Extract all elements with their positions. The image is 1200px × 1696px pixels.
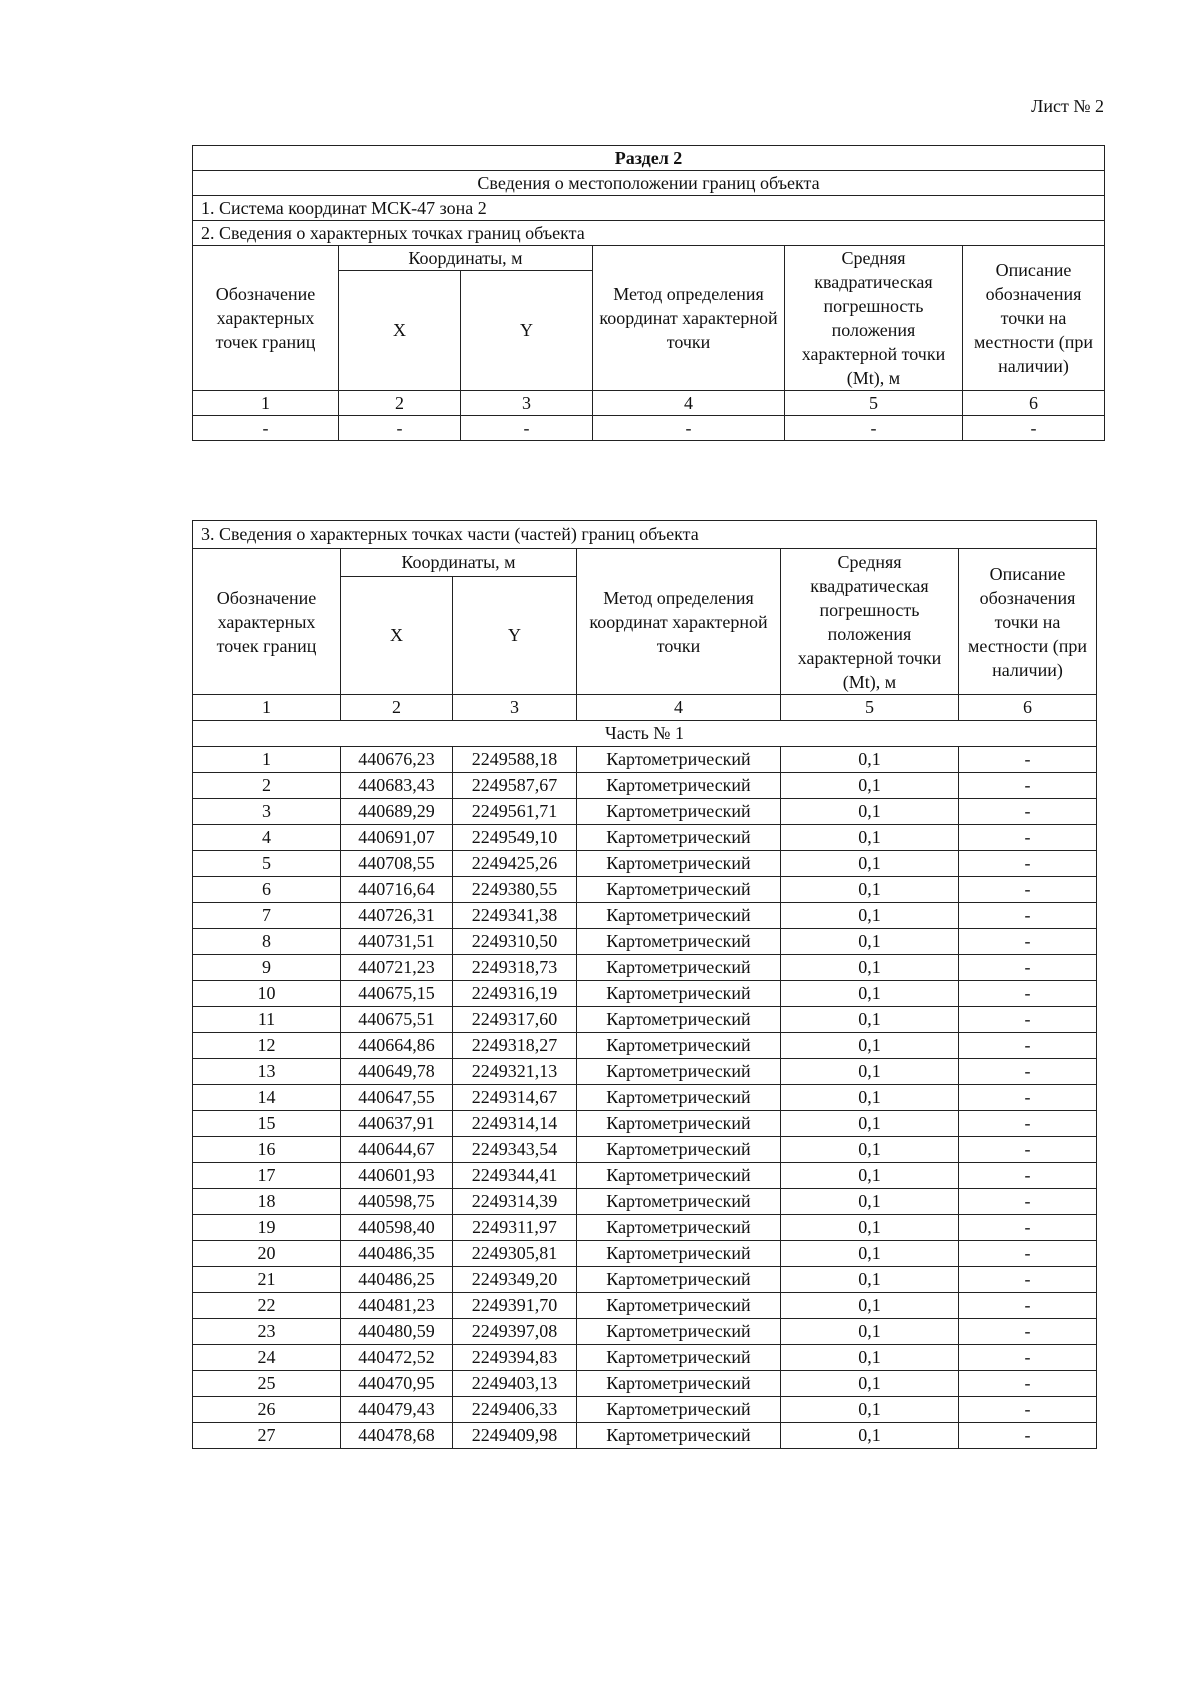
coord-x: 440689,29	[341, 799, 453, 825]
column-number: 6	[963, 391, 1105, 416]
table-row	[193, 1267, 1097, 1293]
error-value: 0,1	[781, 747, 959, 773]
coord-x: 440691,07	[341, 825, 453, 851]
point-number: 6	[193, 877, 341, 903]
error-value: 0,1	[781, 1423, 959, 1449]
header-coordinates: Координаты, м	[341, 549, 577, 577]
point-number: 10	[193, 981, 341, 1007]
coord-y: 2249588,18	[453, 747, 577, 773]
coordinate-system: 1. Система координат МСК-47 зона 2	[193, 196, 1105, 221]
point-number: 14	[193, 1085, 341, 1111]
table-row	[193, 1059, 1097, 1085]
error-value: 0,1	[781, 1085, 959, 1111]
error-value: 0,1	[781, 1397, 959, 1423]
coord-x: 440716,64	[341, 877, 453, 903]
column-number: 6	[959, 695, 1097, 721]
coord-y: 2249311,97	[453, 1215, 577, 1241]
method: Картометрический	[577, 825, 781, 851]
part-label: Часть № 1	[193, 721, 1097, 747]
error-value: 0,1	[781, 1163, 959, 1189]
coord-y: 2249403,13	[453, 1371, 577, 1397]
point-number: 17	[193, 1163, 341, 1189]
header-designation: Обозначение характерных точек границ	[193, 246, 339, 391]
coord-y: 2249317,60	[453, 1007, 577, 1033]
description: -	[959, 851, 1097, 877]
description: -	[959, 799, 1097, 825]
coord-x: 440675,51	[341, 1007, 453, 1033]
table-row	[193, 1111, 1097, 1137]
coord-x: 440676,23	[341, 747, 453, 773]
description: -	[959, 955, 1097, 981]
error-value: 0,1	[781, 1059, 959, 1085]
table-row	[193, 1397, 1097, 1423]
error-value: 0,1	[781, 877, 959, 903]
section-subtitle: Сведения о местоположении границ объекта	[193, 171, 1105, 196]
description: -	[959, 1371, 1097, 1397]
description: -	[959, 1163, 1097, 1189]
description: -	[959, 1319, 1097, 1345]
method: Картометрический	[577, 903, 781, 929]
coord-x: 440644,67	[341, 1137, 453, 1163]
error-value: 0,1	[781, 1319, 959, 1345]
description: -	[959, 1111, 1097, 1137]
header-description: Описание обозначения точки на местности (при наличии)	[959, 549, 1097, 695]
coord-y: 2249341,38	[453, 903, 577, 929]
description: -	[959, 773, 1097, 799]
method: Картометрический	[577, 1111, 781, 1137]
table-row	[193, 903, 1097, 929]
coord-y: 2249305,81	[453, 1241, 577, 1267]
method: Картометрический	[577, 1137, 781, 1163]
point-number: 9	[193, 955, 341, 981]
coord-y: 2249397,08	[453, 1319, 577, 1345]
point-number: 7	[193, 903, 341, 929]
table-row	[193, 1319, 1097, 1345]
coord-y: 2249425,26	[453, 851, 577, 877]
coord-y: 2249549,10	[453, 825, 577, 851]
table-row	[193, 1215, 1097, 1241]
coord-x: 440731,51	[341, 929, 453, 955]
method: Картометрический	[577, 851, 781, 877]
table-row	[193, 1189, 1097, 1215]
method: Картометрический	[577, 1189, 781, 1215]
coord-x: 440664,86	[341, 1033, 453, 1059]
coord-x: 440649,78	[341, 1059, 453, 1085]
column-number: 5	[785, 391, 963, 416]
coord-y: 2249561,71	[453, 799, 577, 825]
coord-y: 2249344,41	[453, 1163, 577, 1189]
point-number: 20	[193, 1241, 341, 1267]
description: -	[959, 1397, 1097, 1423]
error-value: 0,1	[781, 1007, 959, 1033]
coord-x: 440637,91	[341, 1111, 453, 1137]
table-row	[193, 877, 1097, 903]
point-number: 1	[193, 747, 341, 773]
coord-y: 2249391,70	[453, 1293, 577, 1319]
method: Картометрический	[577, 1293, 781, 1319]
coord-y: 2249314,67	[453, 1085, 577, 1111]
method: Картометрический	[577, 877, 781, 903]
header-method: Метод определения координат характерной точки	[577, 549, 781, 695]
error-value: 0,1	[781, 825, 959, 851]
coord-x: 440721,23	[341, 955, 453, 981]
description: -	[959, 1267, 1097, 1293]
coord-x: 440598,75	[341, 1189, 453, 1215]
column-number: 1	[193, 391, 339, 416]
coord-x: 440470,95	[341, 1371, 453, 1397]
description: -	[959, 1215, 1097, 1241]
method: Картометрический	[577, 1163, 781, 1189]
error-value: 0,1	[781, 1293, 959, 1319]
table-row	[193, 955, 1097, 981]
error-value: 0,1	[781, 929, 959, 955]
method: Картометрический	[577, 1085, 781, 1111]
empty-cell: -	[963, 416, 1105, 441]
method: Картометрический	[577, 929, 781, 955]
header-method: Метод определения координат характерной точки	[593, 246, 785, 391]
column-number: 2	[339, 391, 461, 416]
point-number: 18	[193, 1189, 341, 1215]
error-value: 0,1	[781, 851, 959, 877]
method: Картометрический	[577, 1319, 781, 1345]
point-number: 25	[193, 1371, 341, 1397]
table-row	[193, 1293, 1097, 1319]
method: Картометрический	[577, 955, 781, 981]
table-row	[193, 851, 1097, 877]
coord-x: 440479,43	[341, 1397, 453, 1423]
coord-y: 2249318,27	[453, 1033, 577, 1059]
point-number: 26	[193, 1397, 341, 1423]
header-error: Средняя квадратическая погрешность положения характерной точки (Mt), м	[781, 549, 959, 695]
error-value: 0,1	[781, 1241, 959, 1267]
coord-x: 440480,59	[341, 1319, 453, 1345]
description: -	[959, 1189, 1097, 1215]
description: -	[959, 1085, 1097, 1111]
column-number: 4	[593, 391, 785, 416]
point-number: 2	[193, 773, 341, 799]
method: Картометрический	[577, 799, 781, 825]
table-row	[193, 1137, 1097, 1163]
point-number: 27	[193, 1423, 341, 1449]
point-number: 24	[193, 1345, 341, 1371]
coord-x: 440486,25	[341, 1267, 453, 1293]
empty-cell: -	[339, 416, 461, 441]
table-row	[193, 1007, 1097, 1033]
description: -	[959, 877, 1097, 903]
description: -	[959, 1059, 1097, 1085]
coord-x: 440683,43	[341, 773, 453, 799]
coord-x: 440472,52	[341, 1345, 453, 1371]
method: Картометрический	[577, 981, 781, 1007]
coord-y: 2249409,98	[453, 1423, 577, 1449]
method: Картометрический	[577, 1267, 781, 1293]
column-number: 2	[341, 695, 453, 721]
coord-x: 440486,35	[341, 1241, 453, 1267]
coord-x: 440601,93	[341, 1163, 453, 1189]
method: Картометрический	[577, 1215, 781, 1241]
coord-y: 2249314,14	[453, 1111, 577, 1137]
error-value: 0,1	[781, 1033, 959, 1059]
points-heading: 2. Сведения о характерных точках границ объекта	[193, 221, 1105, 246]
point-number: 8	[193, 929, 341, 955]
point-number: 5	[193, 851, 341, 877]
error-value: 0,1	[781, 903, 959, 929]
error-value: 0,1	[781, 1137, 959, 1163]
coord-y: 2249380,55	[453, 877, 577, 903]
header-designation: Обозначение характерных точек границ	[193, 549, 341, 695]
table-row	[193, 1033, 1097, 1059]
table-row	[193, 1163, 1097, 1189]
section-title: Раздел 2	[193, 146, 1105, 171]
table-row	[193, 825, 1097, 851]
sheet-number: Лист № 2	[1031, 96, 1104, 116]
empty-cell: -	[193, 416, 339, 441]
coord-y: 2249314,39	[453, 1189, 577, 1215]
coord-y: 2249587,67	[453, 773, 577, 799]
empty-cell: -	[593, 416, 785, 441]
table-row	[193, 747, 1097, 773]
description: -	[959, 1293, 1097, 1319]
description: -	[959, 1241, 1097, 1267]
boundary-points-table	[192, 145, 1105, 441]
table-row	[193, 1423, 1097, 1449]
point-number: 19	[193, 1215, 341, 1241]
error-value: 0,1	[781, 955, 959, 981]
method: Картометрический	[577, 1397, 781, 1423]
coord-y: 2249316,19	[453, 981, 577, 1007]
header-coordinates: Координаты, м	[339, 246, 593, 271]
coord-x: 440675,15	[341, 981, 453, 1007]
method: Картометрический	[577, 747, 781, 773]
description: -	[959, 1033, 1097, 1059]
method: Картометрический	[577, 1371, 781, 1397]
coord-x: 440598,40	[341, 1215, 453, 1241]
coord-x: 440708,55	[341, 851, 453, 877]
description: -	[959, 1007, 1097, 1033]
empty-cell: -	[461, 416, 593, 441]
coord-x: 440481,23	[341, 1293, 453, 1319]
point-number: 11	[193, 1007, 341, 1033]
description: -	[959, 1137, 1097, 1163]
method: Картометрический	[577, 1345, 781, 1371]
error-value: 0,1	[781, 981, 959, 1007]
points-body	[193, 747, 1097, 1449]
point-number: 13	[193, 1059, 341, 1085]
method: Картометрический	[577, 1059, 781, 1085]
coord-x: 440478,68	[341, 1423, 453, 1449]
error-value: 0,1	[781, 1215, 959, 1241]
table-row	[193, 1085, 1097, 1111]
method: Картометрический	[577, 1033, 781, 1059]
description: -	[959, 1423, 1097, 1449]
table-row	[193, 1241, 1097, 1267]
coord-x: 440726,31	[341, 903, 453, 929]
method: Картометрический	[577, 773, 781, 799]
table-row	[193, 799, 1097, 825]
empty-cell: -	[785, 416, 963, 441]
column-number: 4	[577, 695, 781, 721]
table-row	[193, 981, 1097, 1007]
column-number: 3	[453, 695, 577, 721]
point-number: 23	[193, 1319, 341, 1345]
description: -	[959, 981, 1097, 1007]
coord-y: 2249310,50	[453, 929, 577, 955]
error-value: 0,1	[781, 1371, 959, 1397]
coord-y: 2249343,54	[453, 1137, 577, 1163]
table-row	[193, 929, 1097, 955]
point-number: 12	[193, 1033, 341, 1059]
part-points-table	[192, 520, 1097, 1449]
point-number: 22	[193, 1293, 341, 1319]
description: -	[959, 1345, 1097, 1371]
column-number: 1	[193, 695, 341, 721]
point-number: 15	[193, 1111, 341, 1137]
error-value: 0,1	[781, 799, 959, 825]
point-number: 3	[193, 799, 341, 825]
part-points-heading: 3. Сведения о характерных точках части (частей) границ объекта	[193, 521, 1097, 549]
error-value: 0,1	[781, 1267, 959, 1293]
point-number: 4	[193, 825, 341, 851]
description: -	[959, 903, 1097, 929]
error-value: 0,1	[781, 1345, 959, 1371]
header-x: X	[339, 271, 461, 391]
description: -	[959, 929, 1097, 955]
point-number: 21	[193, 1267, 341, 1293]
point-number: 16	[193, 1137, 341, 1163]
error-value: 0,1	[781, 1189, 959, 1215]
header-error: Средняя квадратическая погрешность положения характерной точки (Mt), м	[785, 246, 963, 391]
coord-y: 2249318,73	[453, 955, 577, 981]
column-number: 5	[781, 695, 959, 721]
error-value: 0,1	[781, 1111, 959, 1137]
table-row	[193, 773, 1097, 799]
description: -	[959, 825, 1097, 851]
coord-x: 440647,55	[341, 1085, 453, 1111]
coord-y: 2249321,13	[453, 1059, 577, 1085]
coord-y: 2249406,33	[453, 1397, 577, 1423]
description: -	[959, 747, 1097, 773]
coord-y: 2249349,20	[453, 1267, 577, 1293]
method: Картометрический	[577, 1007, 781, 1033]
coord-y: 2249394,83	[453, 1345, 577, 1371]
header-description: Описание обозначения точки на местности (при наличии)	[963, 246, 1105, 391]
error-value: 0,1	[781, 773, 959, 799]
table-row	[193, 1371, 1097, 1397]
header-y: Y	[453, 577, 577, 695]
table-row	[193, 1345, 1097, 1371]
method: Картометрический	[577, 1241, 781, 1267]
column-number: 3	[461, 391, 593, 416]
header-y: Y	[461, 271, 593, 391]
header-x: X	[341, 577, 453, 695]
method: Картометрический	[577, 1423, 781, 1449]
